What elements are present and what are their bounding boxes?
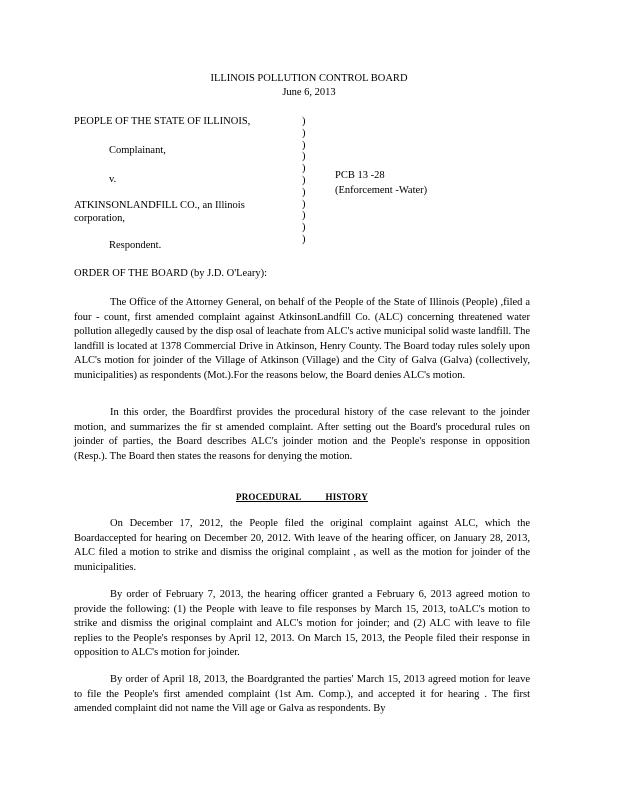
paragraph-intro <box>74 296 530 383</box>
versus-label: v. <box>109 174 117 185</box>
defendant-name: ATKINSONLANDFILL CO., an Illinois <box>74 200 245 211</box>
paragraph-order-summary <box>74 406 530 464</box>
section-heading: PROCEDURAL HISTORY <box>236 492 368 502</box>
paragraph-original-complaint-text: On December 17, 2012, the People filed the original complaint against ALC, which the Boardaccepted for hearing on December 20, 2012. With leave of the hearing officer, on January 28, 2013, ALC filed a motion to strike and dismiss the original complaint , as well as the motion for joinder of the municipalities. <box>74 518 530 573</box>
case-type: (Enforcement -Water) <box>335 185 428 196</box>
order-title: ORDER OF THE BOARD (by J.D. O'Leary): <box>74 268 268 279</box>
paragraph-original-complaint <box>74 517 530 575</box>
plaintiff-name: PEOPLE OF THE STATE OF ILLINOIS, <box>74 116 251 127</box>
paragraph-intro-text: The Office of the Attorney General, on behalf of the People of the State of Illinois (People) ,filed a four - count, first amended complaint against AtkinsonLandfill Co. (ALC) concerning threatened water pollution allegedly caused by the disp osal of leachate from ALC's active municipal solid waste landfill. The landfill is located at 1378 Commercial Drive in Atkinson, Henry County. The Board today rules solely upon ALC's motion for joinder of the Village of Atkinson (Village) and the City of Galva (Galva) (collectively, municipalities) as respondents (Mot.).For the reasons below, the Board denies ALC's motion. <box>74 297 530 381</box>
case-number: PCB 13 -28 <box>335 170 385 181</box>
defendant-corporation: corporation, <box>74 213 126 224</box>
paragraph-board-order-text: By order of April 18, 2013, the Boardgranted the parties' March 15, 2013 agreed motion for leave to file the People's first amended complaint (1st Am. Comp.), and accepted it for hearing . The first amended complaint did not name the Vill age or Galva as respondents. By <box>74 674 530 714</box>
order-date: June 6, 2013 <box>282 87 336 98</box>
respondent-label: Respondent. <box>109 240 162 251</box>
complainant-label: Complainant, <box>109 145 166 156</box>
board-name-heading: ILLINOIS POLLUTION CONTROL BOARD <box>210 73 408 84</box>
paragraph-order-summary-text: In this order, the Boardfirst provides the procedural history of the case relevant to the joinder motion, and summarizes the fir st amended complaint. After setting out the Board's procedural rules on joinder of parties, the Board describes ALC's joinder motion and the People's response in opposition (Resp.). The Board then states the reasons for denying the motion. <box>74 407 530 462</box>
paragraph-board-order <box>74 673 530 717</box>
caption-parentheses: ) ) ) ) ) ) ) ) ) ) ) <box>302 116 306 245</box>
paragraph-hearing-officer-order <box>74 588 530 661</box>
paragraph-hearing-officer-order-text: By order of February 7, 2013, the hearing officer granted a February 6, 2013 agreed motion to provide the following: (1) the People with leave to file responses by March 15, 2013, toALC's motion to strike and dismiss the original complaint and ALC's motion for joinder; and (2) ALC with leave to file replies to the People's responses by April 12, 2013. On March 15, 2013, the People filed their response in opposition to ALC's motion for joinder. <box>74 589 530 658</box>
